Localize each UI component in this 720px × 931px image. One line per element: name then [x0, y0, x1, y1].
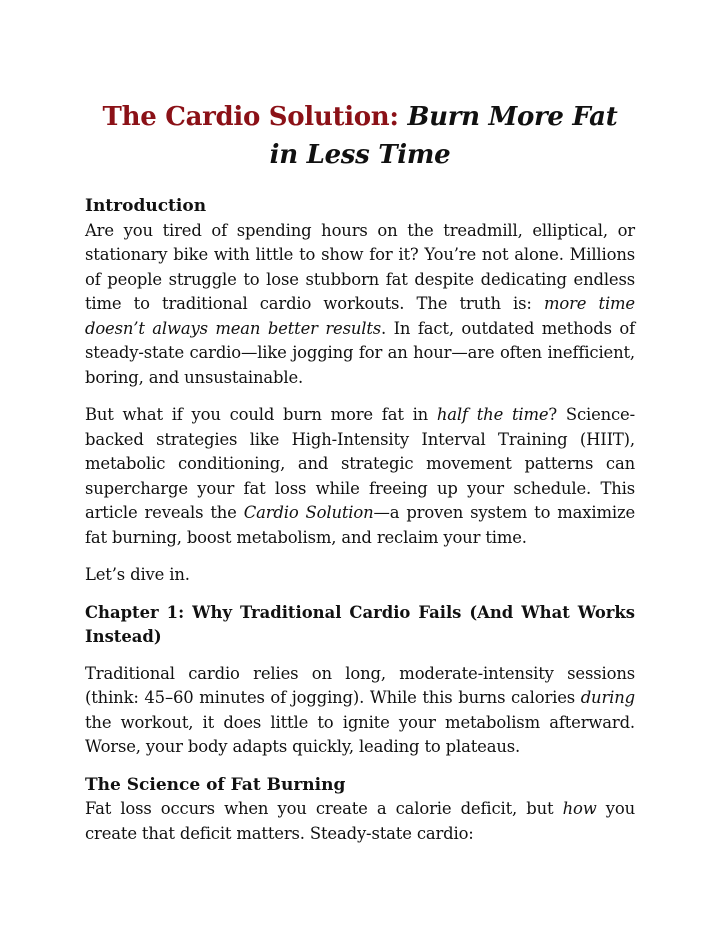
science-paragraph-1: Fat loss occurs when you create a calorie deficit, but how you create that deficit matters. Steady-state cardio:: [85, 799, 635, 843]
intro-paragraph-2: But what if you could burn more fat in half the time? Science-backed strategies like High-Intensity Interval Training (HIIT), metabolic conditioning, and strategic movement patterns can supercharge your fat loss while freeing up your schedule. This article reveals the Cardio Solution—a proven system to maximize fat burning, boost metabolism, and reclaim your time.: [85, 405, 635, 547]
title-main: The Cardio Solution:: [102, 102, 399, 132]
intro-paragraph-3: Let’s dive in.: [85, 565, 190, 584]
section-heading-science: The Science of Fat Burning: [85, 774, 346, 795]
document-page: [85, 98, 635, 859]
title-subtitle: Burn More Fat in Less Time: [269, 102, 618, 170]
section-heading-introduction: Introduction: [85, 196, 207, 216]
intro-paragraph-1: Are you tired of spending hours on the treadmill, elliptical, or stationary bike with little to show for it? You’re not alone. Millions of people struggle to lose stubborn fat despite dedicating endless time to traditional cardio workouts. The truth is: more time doesn’t always mean better results. In fact, outdated methods of steady-state cardio—like jogging for an hour—are often inefficient, boring, and unsustainable.: [85, 220, 635, 387]
document-title: [85, 98, 635, 174]
chapter-1-heading: Chapter 1: Why Traditional Cardio Fails (And What Works Instead): [85, 602, 635, 646]
chapter-1-paragraph-1: Traditional cardio relies on long, moderate-intensity sessions (think: 45–60 minutes of jogging). While this burns calories during the workout, it does little to ignite your metabolism afterward. Worse, your body adapts quickly, leading to plateaus.: [85, 663, 635, 756]
